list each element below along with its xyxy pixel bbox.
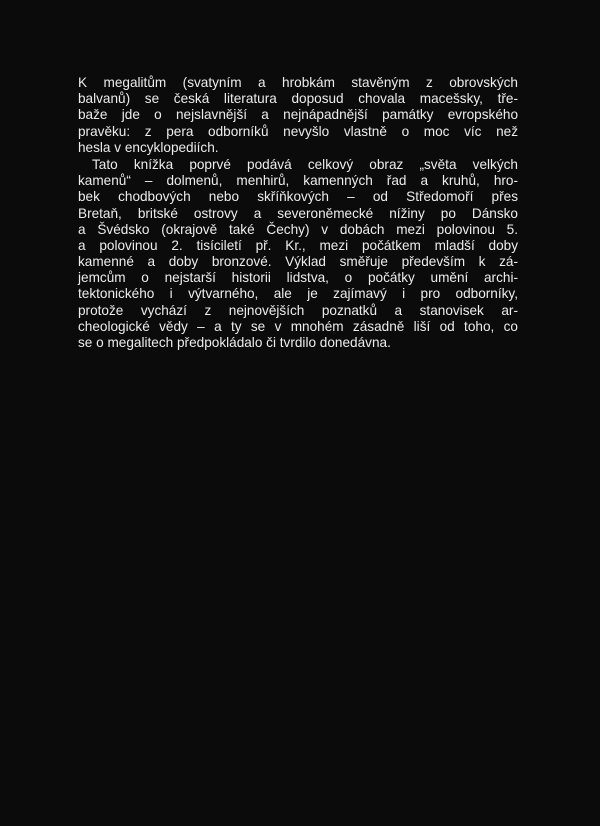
text-line: a Švédsko (okrajově také Čechy) v dobách mezi polovinou 5. bbox=[78, 221, 518, 237]
blurb-text bbox=[78, 75, 518, 351]
text-line: Tato knížka poprvé podává celkový obraz „světa velkých bbox=[92, 156, 518, 172]
text-line: pravěku: z pera odborníků nevyšlo vlastně o moc víc než bbox=[78, 123, 518, 139]
text-line: se o megalitech předpokládalo či tvrdilo donedávna. bbox=[78, 335, 391, 350]
text-line: balvanů) se česká literatura doposud chovala macešsky, tře- bbox=[78, 91, 518, 107]
paragraph-1 bbox=[78, 75, 518, 156]
text-line: jemcům o nejstarší historii lidstva, o počátky umění archi- bbox=[78, 270, 518, 286]
text-line: Bretaň, britské ostrovy a severoněmecké nížiny po Dánsko bbox=[78, 205, 518, 221]
text-line: protože vychází z nejnovějších poznatků a stanovisek ar- bbox=[78, 302, 518, 318]
text-line: tektonického i výtvarného, ale je zajímavý i pro odborníky, bbox=[78, 286, 518, 302]
text-line: a polovinou 2. tisíciletí př. Kr., mezi počátkem mladší doby bbox=[78, 237, 518, 253]
text-line: cheologické vědy – a ty se v mnohém zásadně liší od toho, co bbox=[78, 318, 518, 334]
text-line: bek chodbových nebo skříňkových – od Středomoří přes bbox=[78, 189, 518, 205]
text-line: hesla v encyklopediích. bbox=[78, 139, 219, 155]
text-line: baže jde o nejslavnější a nejnápadnější památky evropského bbox=[78, 107, 518, 123]
text-line: K megalitům (svatyním a hrobkám stavěným z obrovských bbox=[78, 75, 518, 90]
paragraph-2 bbox=[78, 157, 518, 351]
text-line: kamenů“ – dolmenů, menhirů, kamenných řad a kruhů, hro- bbox=[78, 173, 518, 189]
text-line: kamenné a doby bronzové. Výklad směřuje především k zá- bbox=[78, 254, 518, 270]
